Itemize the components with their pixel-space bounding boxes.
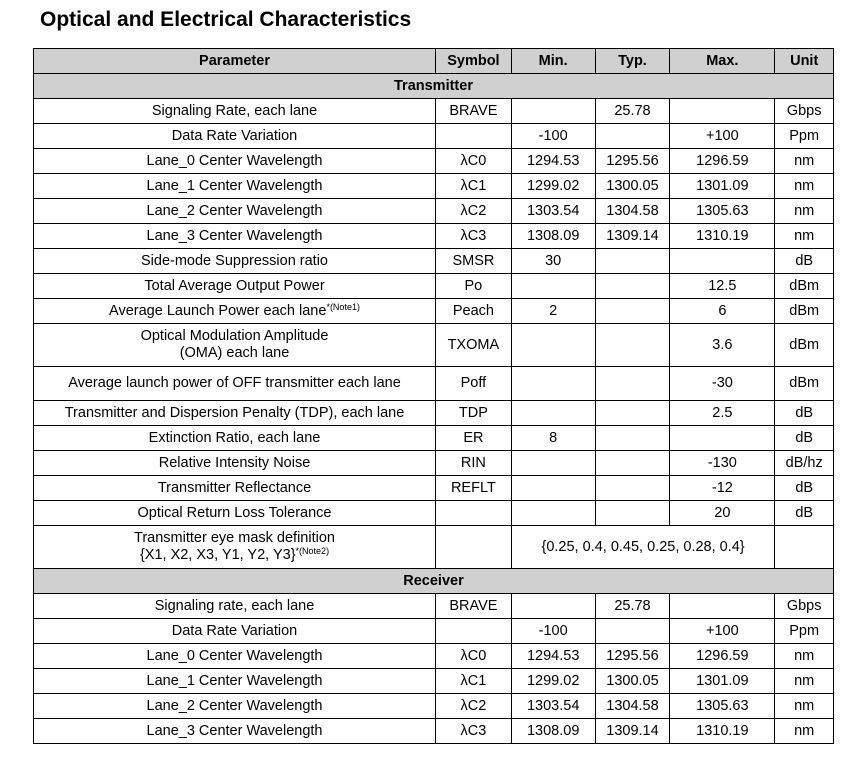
cell-typ — [595, 274, 670, 299]
table-row — [34, 174, 834, 199]
cell-typ: 25.78 — [595, 99, 670, 124]
table-row — [34, 249, 834, 274]
cell-max — [670, 594, 775, 619]
cell-max: 1296.59 — [670, 644, 775, 669]
table-row — [34, 149, 834, 174]
cell-parameter: Data Rate Variation — [34, 124, 436, 149]
cell-unit: dB — [775, 501, 834, 526]
cell-symbol: SMSR — [436, 249, 512, 274]
cell-symbol — [436, 501, 512, 526]
table-row — [34, 619, 834, 644]
cell-min: 1308.09 — [511, 224, 595, 249]
cell-typ: 1304.58 — [595, 199, 670, 224]
cell-unit: nm — [775, 719, 834, 744]
cell-max — [670, 249, 775, 274]
section-row-receiver — [34, 569, 834, 594]
table-row — [34, 526, 834, 569]
cell-unit: dB — [775, 249, 834, 274]
cell-parameter — [34, 526, 436, 569]
cell-unit: nm — [775, 644, 834, 669]
cell-max: 6 — [670, 299, 775, 324]
cell-typ — [595, 619, 670, 644]
cell-max: +100 — [670, 124, 775, 149]
cell-min: 30 — [511, 249, 595, 274]
header-parameter: Parameter — [34, 49, 436, 74]
section-label-transmitter: Transmitter — [34, 74, 834, 99]
cell-typ: 1304.58 — [595, 694, 670, 719]
cell-min — [511, 501, 595, 526]
parameter-line-1: Transmitter eye mask definition — [134, 530, 335, 546]
cell-symbol: REFLT — [436, 476, 512, 501]
table-row — [34, 274, 834, 299]
cell-max — [670, 99, 775, 124]
cell-unit: Gbps — [775, 99, 834, 124]
cell-max: 3.6 — [670, 324, 775, 367]
cell-unit: Ppm — [775, 619, 834, 644]
cell-min: 1299.02 — [511, 669, 595, 694]
cell-symbol — [436, 526, 512, 569]
cell-parameter: Data Rate Variation — [34, 619, 436, 644]
cell-parameter: Lane_3 Center Wavelength — [34, 224, 436, 249]
cell-parameter: Optical Return Loss Tolerance — [34, 501, 436, 526]
table-row — [34, 299, 834, 324]
section-row-transmitter — [34, 74, 834, 99]
cell-min: 8 — [511, 426, 595, 451]
cell-typ: 25.78 — [595, 594, 670, 619]
cell-parameter: Lane_0 Center Wavelength — [34, 644, 436, 669]
cell-symbol: TDP — [436, 401, 512, 426]
cell-max: 1301.09 — [670, 174, 775, 199]
cell-typ — [595, 324, 670, 367]
cell-symbol: λC0 — [436, 644, 512, 669]
cell-symbol: Po — [436, 274, 512, 299]
cell-unit: dBm — [775, 324, 834, 367]
cell-symbol: Peach — [436, 299, 512, 324]
cell-max: 2.5 — [670, 401, 775, 426]
header-min: Min. — [511, 49, 595, 74]
header-symbol: Symbol — [436, 49, 512, 74]
cell-max: -30 — [670, 367, 775, 401]
table-row — [34, 594, 834, 619]
cell-typ — [595, 249, 670, 274]
cell-min — [511, 324, 595, 367]
cell-min: 1299.02 — [511, 174, 595, 199]
cell-typ: 1309.14 — [595, 224, 670, 249]
cell-unit: nm — [775, 224, 834, 249]
cell-symbol: ER — [436, 426, 512, 451]
cell-symbol: λC3 — [436, 719, 512, 744]
cell-unit: dB/hz — [775, 451, 834, 476]
cell-unit: dBm — [775, 274, 834, 299]
cell-symbol: TXOMA — [436, 324, 512, 367]
table-row — [34, 199, 834, 224]
cell-typ — [595, 367, 670, 401]
cell-parameter: Relative Intensity Noise — [34, 451, 436, 476]
note-ref: *(Note1) — [326, 301, 360, 312]
cell-unit: dBm — [775, 299, 834, 324]
cell-parameter: Lane_1 Center Wavelength — [34, 174, 436, 199]
cell-symbol: λC2 — [436, 199, 512, 224]
cell-eye-mask-values: {0.25, 0.4, 0.45, 0.25, 0.28, 0.4} — [511, 526, 775, 569]
cell-unit: Gbps — [775, 594, 834, 619]
cell-max: 1310.19 — [670, 719, 775, 744]
cell-parameter: Lane_2 Center Wavelength — [34, 694, 436, 719]
cell-min — [511, 274, 595, 299]
cell-parameter — [34, 324, 436, 367]
cell-unit — [775, 526, 834, 569]
cell-min: 1308.09 — [511, 719, 595, 744]
cell-unit: dB — [775, 426, 834, 451]
cell-max: 1301.09 — [670, 669, 775, 694]
header-row — [34, 49, 834, 74]
cell-unit: dB — [775, 476, 834, 501]
table-row — [34, 426, 834, 451]
table-row — [34, 719, 834, 744]
header-typ: Typ. — [595, 49, 670, 74]
cell-max: 1310.19 — [670, 224, 775, 249]
table-row — [34, 99, 834, 124]
table-row — [34, 367, 834, 401]
cell-parameter — [34, 299, 436, 324]
cell-parameter: Extinction Ratio, each lane — [34, 426, 436, 451]
section-label-receiver: Receiver — [34, 569, 834, 594]
cell-symbol — [436, 124, 512, 149]
cell-typ — [595, 501, 670, 526]
table-row — [34, 401, 834, 426]
cell-typ: 1300.05 — [595, 669, 670, 694]
cell-parameter: Total Average Output Power — [34, 274, 436, 299]
cell-parameter: Lane_0 Center Wavelength — [34, 149, 436, 174]
parameter-line-1: Optical Modulation Amplitude — [140, 328, 329, 344]
cell-typ: 1295.56 — [595, 644, 670, 669]
table-row — [34, 644, 834, 669]
cell-parameter: Side-mode Suppression ratio — [34, 249, 436, 274]
cell-max: 1305.63 — [670, 199, 775, 224]
cell-symbol: Poff — [436, 367, 512, 401]
cell-typ: 1309.14 — [595, 719, 670, 744]
cell-max: 12.5 — [670, 274, 775, 299]
characteristics-table — [33, 48, 834, 744]
cell-typ: 1300.05 — [595, 174, 670, 199]
cell-unit: nm — [775, 149, 834, 174]
cell-typ — [595, 401, 670, 426]
cell-min — [511, 594, 595, 619]
cell-min — [511, 476, 595, 501]
cell-symbol: λC1 — [436, 669, 512, 694]
cell-symbol: λC2 — [436, 694, 512, 719]
cell-parameter: Average launch power of OFF transmitter each lane — [34, 367, 436, 401]
cell-max: 1296.59 — [670, 149, 775, 174]
cell-typ — [595, 299, 670, 324]
table-row — [34, 451, 834, 476]
cell-unit: dBm — [775, 367, 834, 401]
cell-min: 1303.54 — [511, 694, 595, 719]
cell-max: +100 — [670, 619, 775, 644]
cell-symbol: λC0 — [436, 149, 512, 174]
table-row — [34, 669, 834, 694]
note-ref: *(Note2) — [295, 546, 330, 556]
cell-parameter: Transmitter Reflectance — [34, 476, 436, 501]
table-row — [34, 124, 834, 149]
cell-min: 2 — [511, 299, 595, 324]
cell-typ — [595, 426, 670, 451]
cell-min: 1303.54 — [511, 199, 595, 224]
table-row — [34, 224, 834, 249]
cell-parameter: Lane_3 Center Wavelength — [34, 719, 436, 744]
cell-unit: nm — [775, 199, 834, 224]
cell-unit: nm — [775, 694, 834, 719]
parameter-line-2: (OMA) each lane — [179, 345, 290, 361]
cell-parameter: Signaling rate, each lane — [34, 594, 436, 619]
cell-max: -130 — [670, 451, 775, 476]
table-row — [34, 694, 834, 719]
cell-min — [511, 99, 595, 124]
table-row — [34, 324, 834, 367]
cell-symbol: RIN — [436, 451, 512, 476]
parameter-line-2 — [37, 547, 432, 564]
cell-min — [511, 367, 595, 401]
header-max: Max. — [670, 49, 775, 74]
cell-parameter: Lane_2 Center Wavelength — [34, 199, 436, 224]
cell-min: 1294.53 — [511, 644, 595, 669]
header-unit: Unit — [775, 49, 834, 74]
cell-unit: nm — [775, 669, 834, 694]
cell-max: 20 — [670, 501, 775, 526]
cell-parameter: Signaling Rate, each lane — [34, 99, 436, 124]
cell-parameter: Lane_1 Center Wavelength — [34, 669, 436, 694]
cell-typ: 1295.56 — [595, 149, 670, 174]
page-title: Optical and Electrical Characteristics — [40, 8, 412, 31]
cell-parameter: Transmitter and Dispersion Penalty (TDP), each lane — [34, 401, 436, 426]
cell-symbol: λC3 — [436, 224, 512, 249]
cell-min: -100 — [511, 619, 595, 644]
table-row — [34, 501, 834, 526]
cell-unit: nm — [775, 174, 834, 199]
cell-symbol: BRAVE — [436, 99, 512, 124]
table-row — [34, 476, 834, 501]
parameter-text: Average Launch Power each lane — [109, 302, 327, 319]
cell-unit: dB — [775, 401, 834, 426]
cell-symbol: λC1 — [436, 174, 512, 199]
cell-min: -100 — [511, 124, 595, 149]
cell-typ — [595, 476, 670, 501]
cell-min — [511, 401, 595, 426]
cell-max: -12 — [670, 476, 775, 501]
cell-typ — [595, 124, 670, 149]
cell-typ — [595, 451, 670, 476]
cell-min — [511, 451, 595, 476]
cell-min: 1294.53 — [511, 149, 595, 174]
cell-unit: Ppm — [775, 124, 834, 149]
cell-symbol — [436, 619, 512, 644]
cell-symbol: BRAVE — [436, 594, 512, 619]
cell-max: 1305.63 — [670, 694, 775, 719]
parameter-line-2-text: {X1, X2, X3, Y1, Y2, Y3} — [139, 547, 296, 563]
cell-max — [670, 426, 775, 451]
